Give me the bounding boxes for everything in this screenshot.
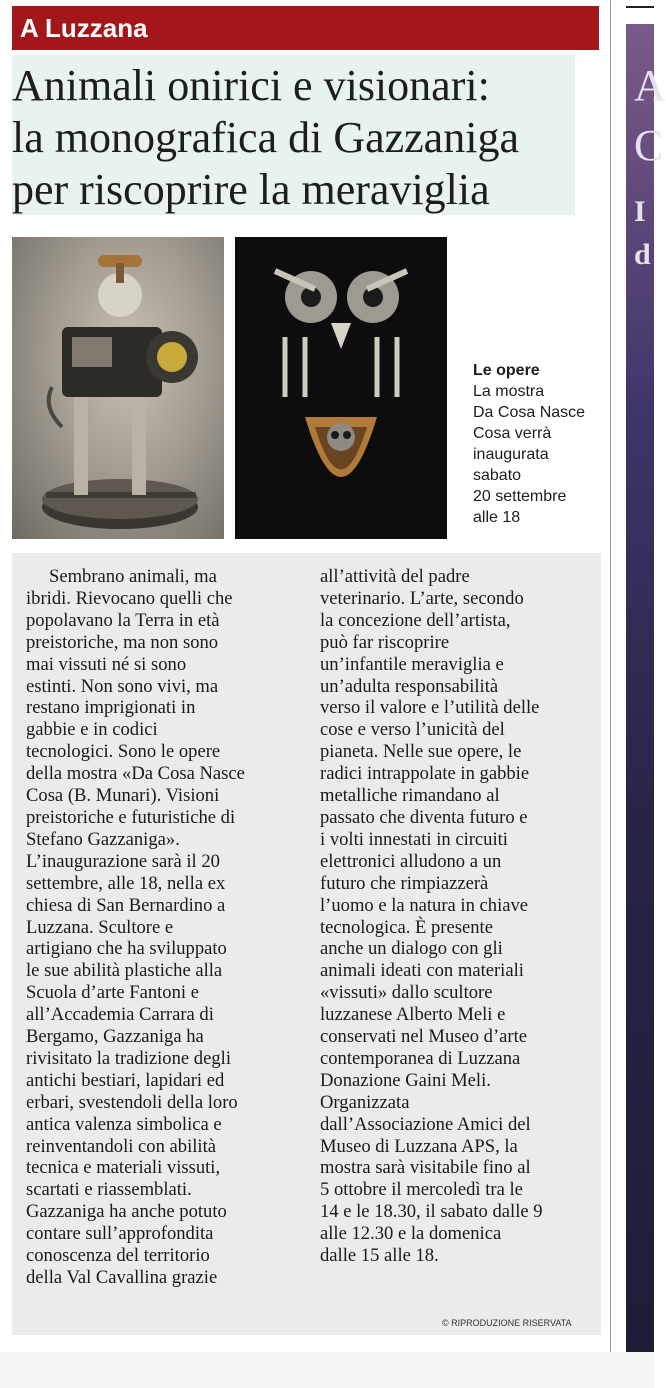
caption-line: Da Cosa Nasce bbox=[473, 404, 586, 421]
sculpture-photo-owl bbox=[235, 237, 447, 539]
text-line: tecnologica. È presente bbox=[320, 916, 493, 938]
text-line: 5 ottobre il mercoledì tra le bbox=[320, 1179, 523, 1201]
copyright-notice: © RIPRODUZIONE RISERVATA bbox=[442, 1318, 572, 1328]
text-line: estinti. Non sono vivi, ma bbox=[26, 675, 219, 697]
text-line: tecnologici. Sono le opere bbox=[26, 741, 221, 763]
headline bbox=[12, 60, 602, 216]
photo-caption bbox=[473, 360, 603, 528]
caption-line: Cosa verrà bbox=[473, 425, 552, 442]
text-line: radici intrappolate in gabbie bbox=[320, 763, 530, 785]
adjacent-fragment: A bbox=[634, 61, 666, 110]
text-line: rivisitato la tradizione degli bbox=[26, 1047, 231, 1069]
text-line: futuro che rimpiazzerà bbox=[320, 872, 489, 894]
caption-line: inaugurata bbox=[473, 446, 549, 463]
text-line: popolavano la Terra in età bbox=[26, 609, 220, 631]
text-line: ibridi. Rievocano quelli che bbox=[26, 587, 233, 609]
text-line: all’attività del padre bbox=[320, 566, 470, 587]
text-line: erbari, svestendoli della loro bbox=[26, 1091, 238, 1113]
adjacent-fragment: C bbox=[634, 121, 664, 170]
sculpture-photo-robot bbox=[12, 237, 224, 539]
text-line: chiesa di San Bernardino a bbox=[26, 894, 226, 916]
text-line: all’Accademia Carrara di bbox=[26, 1004, 214, 1026]
text-line: reinventandoli con abilità bbox=[26, 1135, 217, 1157]
text-line: Gazzaniga ha anche potuto bbox=[26, 1201, 227, 1223]
text-line: della mostra «Da Cosa Nasce bbox=[26, 763, 245, 785]
text-line: Organizzata bbox=[320, 1091, 410, 1113]
text-line: verso il valore e l’utilità delle bbox=[320, 697, 540, 719]
text-line: Bergamo, Gazzaniga ha bbox=[26, 1026, 204, 1048]
text-line: cose e verso l’unicità del bbox=[320, 719, 505, 741]
caption-line: alle 18 bbox=[473, 509, 521, 526]
text-line: Scuola d’arte Fantoni e bbox=[26, 982, 199, 1004]
adjacent-top-rule bbox=[626, 6, 654, 8]
text-line: settembre, alle 18, nella ex bbox=[26, 872, 226, 894]
headline-line: la monografica di Gazzaniga bbox=[12, 113, 519, 162]
text-line: mostra sarà visitabile fino al bbox=[320, 1157, 531, 1179]
text-line: «vissuti» dallo scultore bbox=[320, 982, 493, 1004]
text-line: può far riscoprire bbox=[320, 631, 450, 653]
article-column-2 bbox=[320, 566, 595, 1267]
text-line: scartati e riassemblati. bbox=[26, 1179, 192, 1201]
text-line: le sue abilità plastiche alla bbox=[26, 960, 223, 982]
text-line: tecnica e materiali vissuti, bbox=[26, 1157, 221, 1179]
text-line: antichi bestiari, lapidari ed bbox=[26, 1069, 225, 1091]
text-line: anche un dialogo con gli bbox=[320, 938, 503, 960]
text-line: Museo di Luzzana APS, la bbox=[320, 1135, 518, 1157]
caption-head: Le opere bbox=[473, 362, 540, 379]
text-line: 14 e le 18.30, il sabato dalle 9 bbox=[320, 1201, 543, 1223]
text-line: antica valenza simbolica e bbox=[26, 1113, 222, 1135]
text-line: luzzanese Alberto Meli e bbox=[320, 1004, 506, 1026]
text-line: restano imprigionati in bbox=[26, 697, 196, 719]
text-line: gabbie e in codici bbox=[26, 719, 158, 741]
adjacent-fragment: I bbox=[634, 195, 646, 228]
adjacent-fragment: d bbox=[634, 238, 651, 271]
text-line: un’infantile meraviglia e bbox=[320, 653, 504, 675]
text-line: pianeta. Nelle sue opere, le bbox=[320, 741, 522, 763]
text-line: Luzzana. Scultore e bbox=[26, 916, 174, 938]
column-divider bbox=[610, 0, 611, 1352]
text-line: preistoriche, ma non sono bbox=[26, 631, 219, 653]
text-line: L’inaugurazione sarà il 20 bbox=[26, 850, 220, 872]
text-line: della Val Cavallina grazie bbox=[26, 1267, 218, 1288]
text-line: Donazione Gaini Meli. bbox=[320, 1069, 491, 1091]
text-line: veterinario. L’arte, secondo bbox=[320, 587, 524, 609]
text-line: elettronici alludono a un bbox=[320, 850, 502, 872]
text-line: dalle 15 alle 18. bbox=[320, 1245, 439, 1267]
text-line: alle 12.30 e la domenica bbox=[320, 1223, 502, 1245]
text-line: passato che diventa futuro e bbox=[320, 806, 528, 828]
text-line: metalliche rimandano al bbox=[320, 785, 500, 807]
headline-line: Animali onirici e visionari: bbox=[12, 61, 490, 110]
page-bottom-strip bbox=[0, 1352, 654, 1388]
text-line: animali ideati con materiali bbox=[320, 960, 524, 982]
text-line: la concezione dell’artista, bbox=[320, 609, 511, 631]
section-kicker: A Luzzana bbox=[12, 6, 599, 50]
caption-line: La mostra bbox=[473, 383, 545, 400]
text-line: un’adulta responsabilità bbox=[320, 675, 499, 697]
text-line: i volti innestati in circuiti bbox=[320, 828, 508, 850]
text-line: Cosa (B. Munari). Visioni bbox=[26, 785, 220, 807]
caption-line: 20 settembre bbox=[473, 488, 567, 505]
text-line: artigiano che ha sviluppato bbox=[26, 938, 227, 960]
text-line: contare sull’approfondita bbox=[26, 1223, 214, 1245]
text-line: l’uomo e la natura in chiave bbox=[320, 894, 529, 916]
headline-line: per riscoprire la meraviglia bbox=[12, 165, 490, 214]
caption-line: sabato bbox=[473, 467, 522, 484]
text-line: dall’Associazione Amici del bbox=[320, 1113, 531, 1135]
text-line: conservati nel Museo d’arte bbox=[320, 1026, 528, 1048]
text-line: mai vissuti né si sono bbox=[26, 653, 187, 675]
text-line: preistoriche e futuristiche di bbox=[26, 806, 236, 828]
text-line: contemporanea di Luzzana bbox=[320, 1047, 521, 1069]
article-column-1 bbox=[26, 566, 301, 1289]
text-line: Stefano Gazzaniga». bbox=[26, 828, 180, 850]
text-line: conoscenza del territorio bbox=[26, 1245, 210, 1267]
text-line: Sembrano animali, ma bbox=[49, 566, 217, 587]
